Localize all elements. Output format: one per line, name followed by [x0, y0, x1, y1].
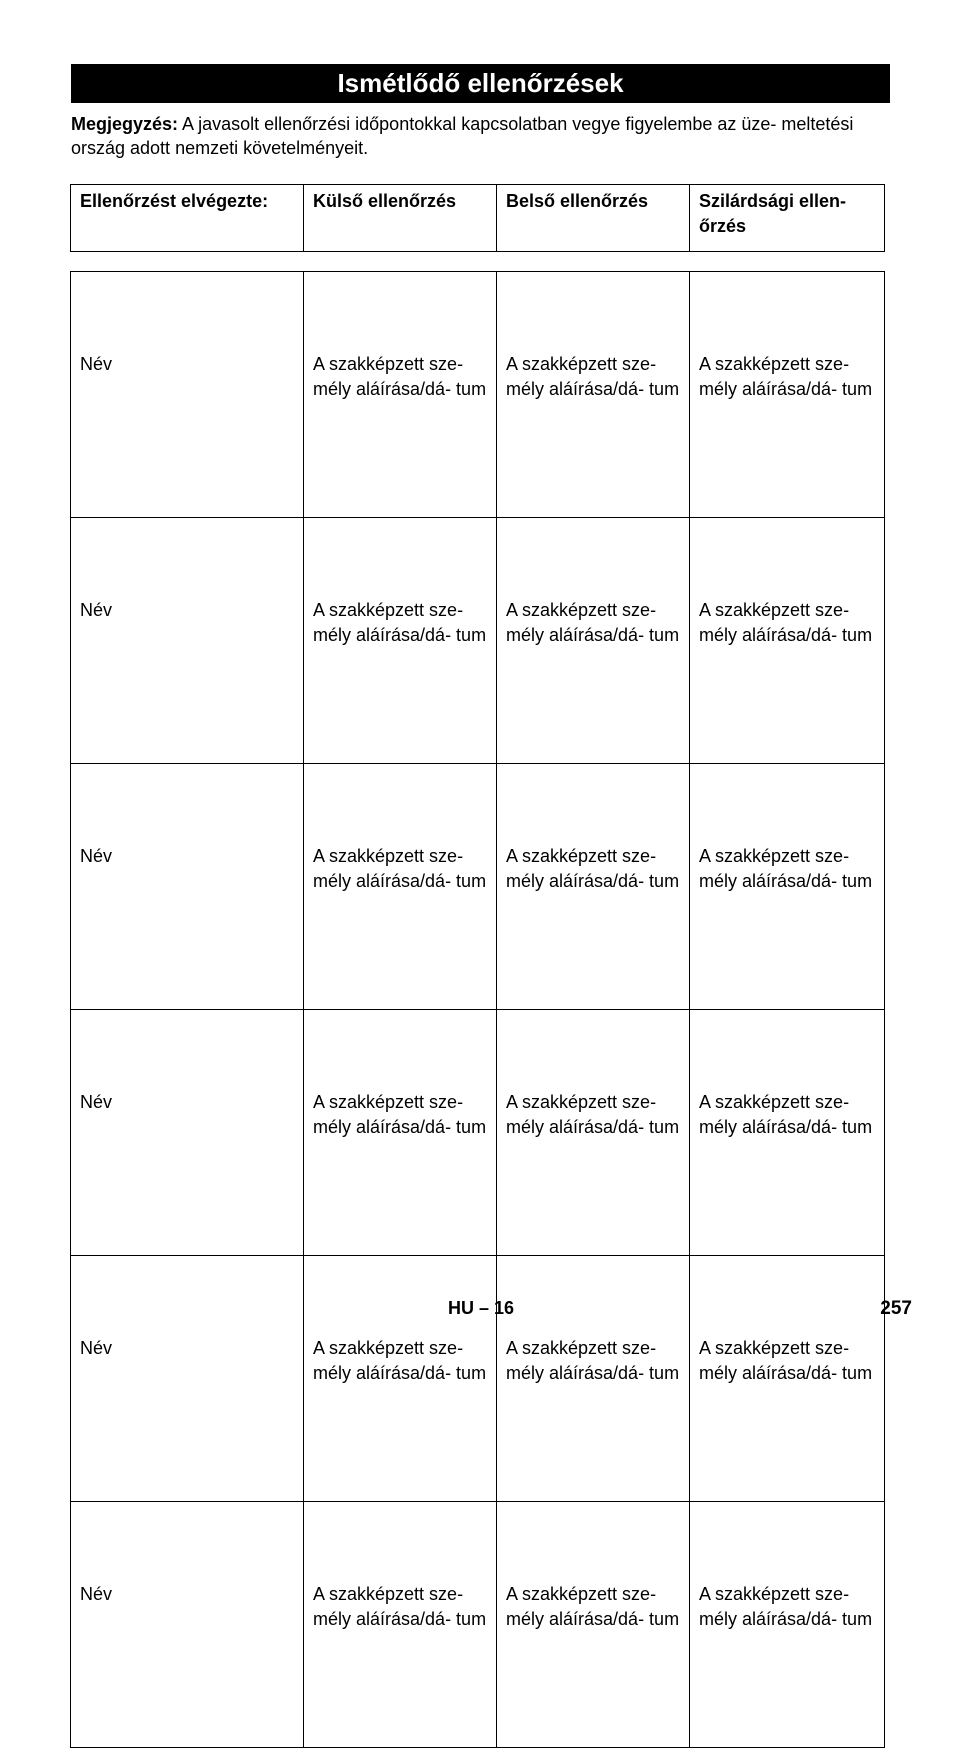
strength-signature-cell: A szakképzett sze- mély aláírása/dá- tum — [690, 1502, 885, 1748]
name-cell: Név — [71, 1502, 304, 1748]
header-strength-inspection: Szilárdsági ellen- őrzés — [690, 185, 885, 252]
inspection-record-table — [70, 271, 885, 1748]
strength-signature-cell: A szakképzett sze- mély aláírása/dá- tum — [690, 764, 885, 1010]
internal-signature-cell: A szakképzett sze- mély aláírása/dá- tum — [497, 1256, 690, 1502]
table-row — [71, 272, 885, 518]
inspection-header-table — [70, 184, 885, 252]
name-cell: Név — [71, 272, 304, 518]
table-row — [71, 764, 885, 1010]
table-row — [71, 1256, 885, 1502]
external-signature-cell: A szakképzett sze- mély aláírása/dá- tum — [304, 1502, 497, 1748]
table-row — [71, 518, 885, 764]
strength-signature-cell: A szakképzett sze- mély aláírása/dá- tum — [690, 272, 885, 518]
internal-signature-cell: A szakképzett sze- mély aláírása/dá- tum — [497, 272, 690, 518]
strength-signature-cell: A szakképzett sze- mély aláírása/dá- tum — [690, 1256, 885, 1502]
strength-signature-cell: A szakképzett sze- mély aláírása/dá- tum — [690, 1010, 885, 1256]
external-signature-cell: A szakképzett sze- mély aláírása/dá- tum — [304, 272, 497, 518]
note-paragraph — [71, 112, 886, 160]
name-cell: Név — [71, 1010, 304, 1256]
table-row — [71, 1010, 885, 1256]
note-label: Megjegyzés: — [71, 114, 179, 134]
strength-signature-cell: A szakképzett sze- mély aláírása/dá- tum — [690, 518, 885, 764]
header-inspector: Ellenőrzést elvégezte: — [71, 185, 304, 252]
external-signature-cell: A szakképzett sze- mély aláírása/dá- tum — [304, 1010, 497, 1256]
header-row — [71, 185, 885, 252]
external-signature-cell: A szakképzett sze- mély aláírása/dá- tum — [304, 1256, 497, 1502]
table-row — [71, 1502, 885, 1748]
header-external-inspection: Külső ellenőrzés — [304, 185, 497, 252]
external-signature-cell: A szakképzett sze- mély aláírása/dá- tum — [304, 518, 497, 764]
internal-signature-cell: A szakképzett sze- mély aláírása/dá- tum — [497, 764, 690, 1010]
header-internal-inspection: Belső ellenőrzés — [497, 185, 690, 252]
internal-signature-cell: A szakképzett sze- mély aláírása/dá- tum — [497, 1502, 690, 1748]
name-cell: Név — [71, 764, 304, 1010]
name-cell: Név — [71, 1256, 304, 1502]
internal-signature-cell: A szakképzett sze- mély aláírása/dá- tum — [497, 518, 690, 764]
internal-signature-cell: A szakképzett sze- mély aláírása/dá- tum — [497, 1010, 690, 1256]
external-signature-cell: A szakképzett sze- mély aláírása/dá- tum — [304, 764, 497, 1010]
note-text: A javasolt ellenőrzési időpontokkal kapcsolatban vegye figyelembe az üze- meltetési ország adott nemzeti követelményeit. — [71, 114, 854, 158]
name-cell: Név — [71, 518, 304, 764]
page-number: 257 — [880, 1298, 912, 1319]
footer-section-label: HU – 16 — [448, 1298, 515, 1318]
page-title: Ismétlődő ellenőrzések — [71, 64, 890, 103]
